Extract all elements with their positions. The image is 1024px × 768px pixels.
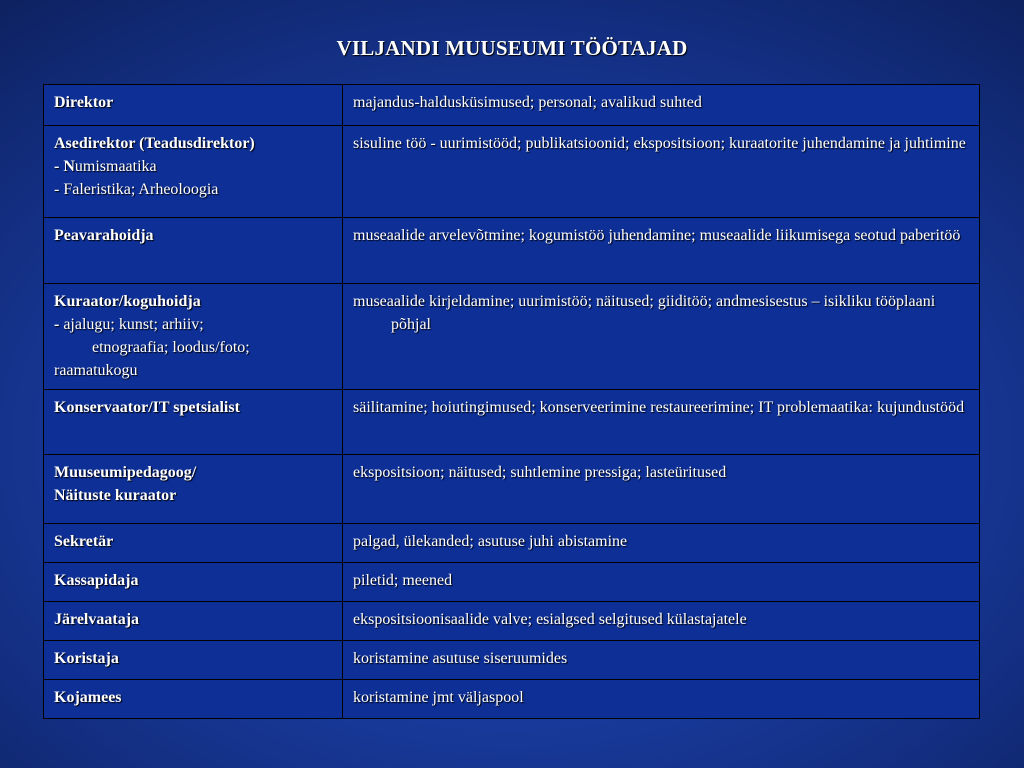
duties-cell: [343, 563, 980, 602]
duties-text: majandus-haldusküsimused; personal; avalikud suhted: [353, 94, 702, 111]
duties-text: sisuline töö - uurimistööd; publikatsioonid; ekspositsioon; kuraatorite juhendamine ja juhtimine: [353, 135, 966, 152]
role-specialty-2: - Faleristika; Arheoloogia: [54, 181, 219, 198]
role-title: Järelvaataja: [54, 611, 140, 628]
role-specialty-text: ajalugu; kunst; arhiiv;: [59, 316, 204, 333]
duties-text: museaalide kirjeldamine; uurimistöö; näitused; giiditöö; andmesisestus – isikliku tööplaani põhjal: [353, 293, 936, 333]
role-cell: [44, 455, 343, 524]
duties-text: ekspositsioon; näitused; suhtlemine pressiga; lasteüritused: [353, 464, 727, 481]
role-cell: [44, 284, 343, 390]
role-title: Konservaator/IT spetsialist: [54, 399, 240, 416]
table-row: [44, 680, 980, 719]
duties-text: koristamine asutuse siseruumides: [353, 650, 568, 667]
role-title: Muuseumipedagoog/: [54, 464, 197, 481]
table-row: [44, 563, 980, 602]
role-specialty-3: raamatukogu: [54, 362, 138, 379]
duties-cell: [343, 390, 980, 455]
role-cell: [44, 602, 343, 641]
table-row: [44, 284, 980, 390]
duties-text: palgad, ülekanded; asutuse juhi abistamine: [353, 533, 628, 550]
table-row: [44, 602, 980, 641]
duties-cell: [343, 85, 980, 126]
role-cell: [44, 85, 343, 126]
role-cell: [44, 641, 343, 680]
slide-title: VILJANDI MUUSEUMI TÖÖTAJAD: [336, 36, 688, 60]
role-cell: [44, 524, 343, 563]
duties-cell: [343, 602, 980, 641]
staff-table: [43, 84, 980, 719]
duties-text: koristamine jmt väljaspool: [353, 689, 524, 706]
table-row: [44, 126, 980, 218]
duties-text: säilitamine; hoiutingimused; konserveerimine restaureerimine; IT problemaatika: kujundustööd: [353, 399, 965, 416]
duties-text: piletid; meened: [353, 572, 453, 589]
role-cell: [44, 680, 343, 719]
role-title: Kassapidaja: [54, 572, 139, 589]
duties-cell: [343, 218, 980, 284]
role-title: Peavarahoidja: [54, 227, 154, 244]
role-title: Direktor: [54, 94, 114, 111]
role-cell: [44, 218, 343, 284]
table-row: [44, 390, 980, 455]
role-title: Asedirektor (Teadusdirektor): [54, 135, 255, 152]
role-specialty-2: etnograafia; loodus/foto;: [92, 339, 250, 356]
role-title: Koristaja: [54, 650, 119, 667]
duties-cell: [343, 641, 980, 680]
role-specialty-prefix: -: [54, 316, 60, 333]
role-title-line-2: Näituste kuraator: [54, 487, 177, 504]
table-row: [44, 218, 980, 284]
duties-cell: [343, 455, 980, 524]
role-title: Kuraator/koguhoidja: [54, 293, 201, 310]
duties-text: ekspositsioonisaalide valve; esialgsed selgitused külastajatele: [353, 611, 747, 628]
role-specialty-prefix: - N: [54, 158, 75, 175]
duties-cell: [343, 680, 980, 719]
role-specialty: [54, 316, 204, 333]
role-specialty-text: umismaatika: [74, 158, 157, 175]
duties-cell: [343, 284, 980, 390]
role-cell: [44, 126, 343, 218]
duties-cell: [343, 126, 980, 218]
role-title: Sekretär: [54, 533, 114, 550]
duties-cell: [343, 524, 980, 563]
table-row: [44, 85, 980, 126]
table-row: [44, 524, 980, 563]
table-row: [44, 455, 980, 524]
table-row: [44, 641, 980, 680]
duties-text: museaalide arvelevõtmine; kogumistöö juhendamine; museaalide liikumisega seotud paberitöö: [353, 227, 961, 244]
role-cell: [44, 563, 343, 602]
role-cell: [44, 390, 343, 455]
role-specialty: [54, 158, 157, 175]
role-title: Kojamees: [54, 689, 122, 706]
